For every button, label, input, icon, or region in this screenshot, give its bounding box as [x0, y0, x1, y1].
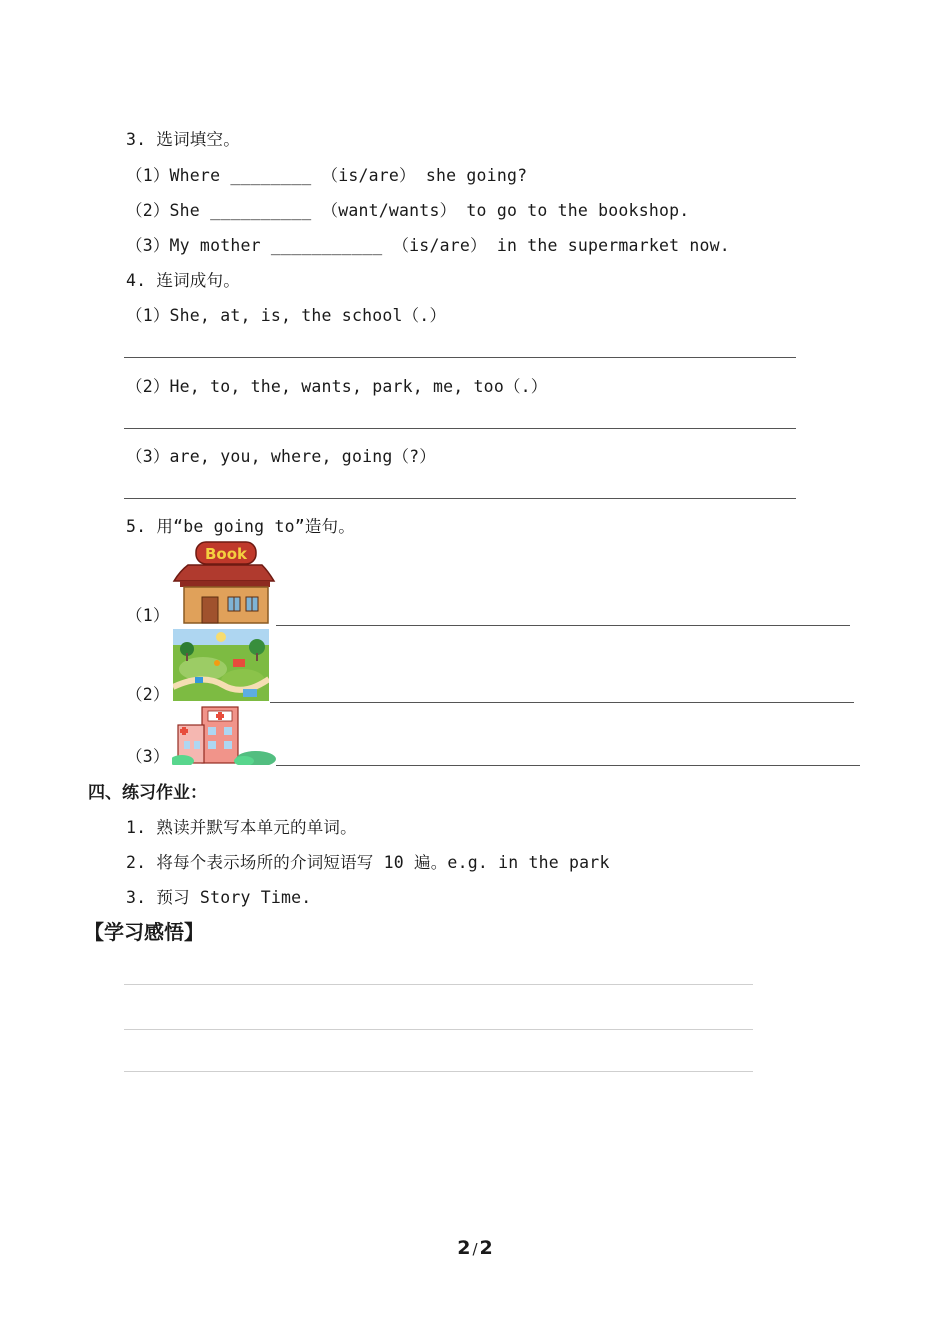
section3-item-2: （2）She __________ （want/wants） to go to the bookshop. — [126, 201, 690, 220]
reflection-line-3[interactable] — [124, 1071, 753, 1072]
section3-item-1: （1）Where ________ （is/are） she going? — [126, 166, 528, 185]
hospital-picture — [172, 703, 276, 765]
section5-item-3-number: （3） — [126, 747, 170, 766]
section3-item-3: （3）My mother ___________ （is/are） in the supermarket now. — [126, 236, 730, 255]
reflection-title: 【学习感悟】 — [84, 920, 204, 944]
reflection-line-2[interactable] — [124, 1029, 753, 1030]
section3-title: 3. 选词填空。 — [126, 130, 240, 149]
answer-line-6[interactable] — [276, 765, 860, 766]
bookshop-sign-text: Book — [204, 545, 248, 563]
bookshop-picture — [170, 541, 276, 625]
page-current: 2 — [457, 1237, 471, 1259]
section5-item-1-number: （1） — [126, 606, 170, 625]
section4-item-3: （3）are, you, where, going（?） — [126, 447, 437, 466]
section4-item-2: （2）He, to, the, wants, park, me, too（.） — [126, 377, 548, 396]
reflection-line-1[interactable] — [124, 984, 753, 985]
section5-title: 5. 用“be going to”造句。 — [126, 517, 355, 536]
page-number — [0, 1236, 950, 1261]
park-picture — [173, 629, 269, 701]
answer-line-3[interactable] — [124, 498, 796, 499]
homework-item-1: 1. 熟读并默写本单元的单词。 — [126, 818, 357, 837]
section4-item-1: （1）She, at, is, the school（.） — [126, 306, 447, 325]
page-separator: / — [472, 1240, 478, 1258]
answer-line-2[interactable] — [124, 428, 796, 429]
homework-item-2: 2. 将每个表示场所的介词短语写 10 遍。e.g. in the park — [126, 853, 610, 872]
answer-line-5[interactable] — [270, 702, 854, 703]
section4-title: 4. 连词成句。 — [126, 271, 240, 290]
homework-title: 四、练习作业： — [88, 783, 207, 803]
page-total: 2 — [479, 1237, 493, 1259]
section5-item-2-number: （2） — [126, 685, 170, 704]
answer-line-4[interactable] — [276, 625, 850, 626]
answer-line-1[interactable] — [124, 357, 796, 358]
homework-item-3: 3. 预习 Story Time. — [126, 888, 312, 907]
